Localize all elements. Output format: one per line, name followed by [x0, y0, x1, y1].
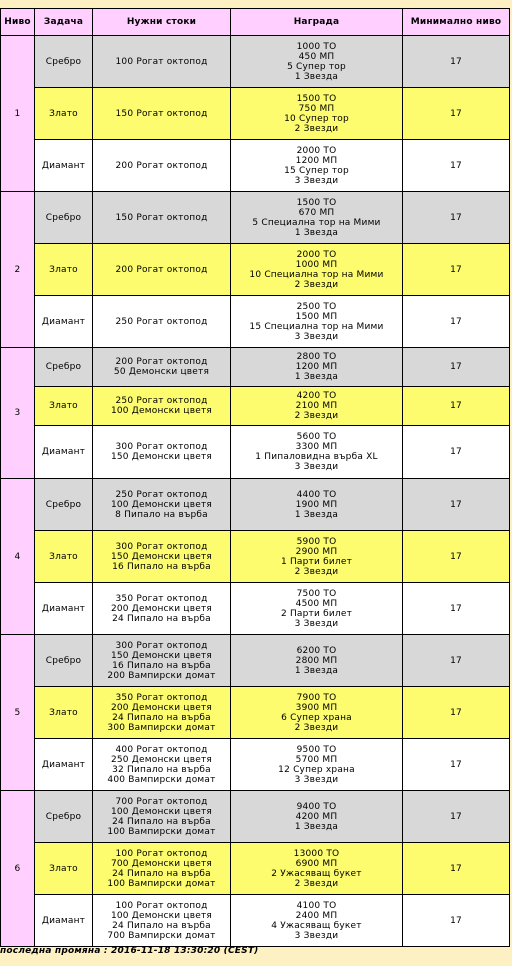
reward-line: 4500 МП [295, 598, 338, 609]
required-goods [93, 843, 230, 894]
min-level: 17 [403, 791, 509, 842]
task-tier: Диамант [35, 583, 92, 634]
reward [231, 296, 402, 347]
reward [231, 88, 402, 139]
goods-line: 200 Демонски цветя [110, 702, 213, 713]
goods-line: 700 Вампирски домат [107, 930, 216, 941]
goods-line: 300 Рогат октопод [115, 442, 208, 452]
table-row [1, 739, 509, 790]
reward-line: 9500 ТО [296, 744, 337, 755]
reward-line: 2 Звезди [294, 878, 339, 889]
goods-line: 150 Демонски цветя [110, 650, 213, 661]
reward-line: 2000 ТО [296, 145, 337, 156]
reward-line: 670 МП [298, 207, 335, 218]
goods-line: 24 Пипало на върба [112, 868, 211, 879]
min-level: 17 [403, 140, 509, 191]
goods-line: 100 Вампирски домат [107, 878, 216, 889]
reward-line: 3 Звезди [294, 774, 339, 785]
goods-line: 200 Рогат октопод [115, 160, 208, 171]
reward [231, 479, 402, 530]
task-tier: Сребро [35, 479, 92, 530]
level-number: 2 [1, 192, 34, 347]
goods-line: 24 Пипало на върба [112, 613, 211, 624]
required-goods [93, 192, 230, 243]
last-modified-note: последна промяна : 2016-11-18 13:30:20 (CEST) [0, 946, 259, 956]
table-row [1, 635, 509, 686]
reward-line: 2800 ТО [296, 352, 337, 362]
reward-line: 3 Звезди [294, 930, 339, 941]
min-level: 17 [403, 244, 509, 295]
goods-line: 200 Демонски цветя [110, 603, 213, 614]
goods-line: 16 Пипало на върба [112, 660, 211, 671]
task-tier: Сребро [35, 192, 92, 243]
min-level: 17 [403, 192, 509, 243]
reward [231, 739, 402, 790]
goods-line: 100 Вампирски домат [107, 826, 216, 837]
goods-line: 700 Рогат октопод [115, 796, 208, 807]
goods-line: 150 Демонски цветя [110, 551, 213, 562]
reward-line: 4200 МП [295, 811, 338, 822]
task-tier: Диамант [35, 426, 92, 478]
table-row [1, 192, 509, 243]
reward [231, 687, 402, 738]
reward-line: 6200 ТО [296, 645, 337, 656]
goods-line: 24 Пипало на върба [112, 816, 211, 827]
min-level: 17 [403, 739, 509, 790]
table-row [1, 387, 509, 425]
reward-line: 1200 МП [295, 362, 338, 372]
min-level: 17 [403, 348, 509, 386]
goods-line: 100 Демонски цветя [110, 910, 213, 921]
reward-line: 5 Специална тор на Мими [252, 217, 381, 228]
goods-line: 100 Демонски цветя [110, 499, 213, 510]
table-row [1, 791, 509, 842]
reward-line: 3900 МП [295, 702, 338, 713]
reward [231, 140, 402, 191]
reward-line: 15 Специална тор на Мими [249, 321, 384, 332]
reward-line: 10 Специална тор на Мими [249, 269, 384, 280]
min-level: 17 [403, 583, 509, 634]
reward-line: 1 Пипаловидна върба XL [255, 452, 378, 462]
reward-line: 10 Супер тор [284, 113, 349, 124]
required-goods [93, 140, 230, 191]
goods-line: 250 Демонски цветя [110, 754, 213, 765]
goods-line: 700 Демонски цветя [110, 858, 213, 869]
reward-line: 1000 ТО [296, 41, 337, 52]
goods-line: 150 Рогат октопод [115, 108, 208, 119]
reward-line: 1900 МП [295, 499, 338, 510]
reward-line: 3 Звезди [294, 462, 339, 472]
task-tier: Злато [35, 531, 92, 582]
quest-table [0, 8, 510, 947]
required-goods [93, 36, 230, 87]
reward-line: 750 МП [298, 103, 335, 114]
reward-line: 6900 МП [295, 858, 338, 869]
task-tier: Диамант [35, 895, 92, 946]
table-row [1, 244, 509, 295]
goods-line: 16 Пипало на върба [112, 561, 211, 572]
reward-line: 9400 ТО [296, 801, 337, 812]
task-tier: Злато [35, 88, 92, 139]
goods-line: 300 Рогат октопод [115, 541, 208, 552]
goods-line: 200 Рогат октопод [115, 264, 208, 275]
task-tier: Диамант [35, 739, 92, 790]
min-level: 17 [403, 296, 509, 347]
goods-line: 8 Пипало на върба [115, 509, 208, 520]
reward-line: 13000 ТО [293, 848, 340, 859]
reward [231, 387, 402, 425]
goods-line: 150 Демонски цветя [110, 452, 213, 462]
reward-line: 7900 ТО [296, 692, 337, 703]
table-row [1, 88, 509, 139]
reward-line: 2800 МП [295, 655, 338, 666]
required-goods [93, 583, 230, 634]
reward-line: 6 Супер храна [281, 712, 352, 723]
required-goods [93, 244, 230, 295]
reward-line: 450 МП [298, 51, 335, 62]
required-goods [93, 895, 230, 946]
table-row [1, 479, 509, 530]
level-number: 3 [1, 348, 34, 478]
reward-line: 5600 ТО [296, 432, 337, 442]
reward-line: 1 Звезда [294, 821, 339, 832]
goods-line: 400 Рогат октопод [115, 744, 208, 755]
goods-line: 100 Демонски цветя [110, 406, 213, 416]
goods-line: 250 Рогат октопод [115, 489, 208, 500]
level-number: 4 [1, 479, 34, 634]
reward-line: 2 Звезди [294, 279, 339, 290]
header-reward: Награда [231, 9, 402, 35]
table-row [1, 296, 509, 347]
reward [231, 791, 402, 842]
reward-line: 2 Звезди [294, 411, 339, 421]
task-tier: Злато [35, 843, 92, 894]
goods-line: 300 Рогат октопод [115, 640, 208, 651]
reward-line: 4 Ужасяващ букет [271, 920, 362, 931]
goods-line: 32 Пипало на върба [112, 764, 211, 775]
required-goods [93, 531, 230, 582]
required-goods [93, 426, 230, 478]
required-goods [93, 687, 230, 738]
goods-line: 24 Пипало на върба [112, 920, 211, 931]
table-row [1, 426, 509, 478]
reward-line: 2900 МП [295, 546, 338, 557]
table-row [1, 531, 509, 582]
reward [231, 583, 402, 634]
goods-line: 50 Демонски цветя [113, 367, 210, 377]
min-level: 17 [403, 895, 509, 946]
header-task: Задача [35, 9, 92, 35]
min-level: 17 [403, 843, 509, 894]
reward-line: 2 Ужасяващ букет [271, 868, 362, 879]
reward-line: 3 Звезди [294, 618, 339, 629]
reward-line: 4200 ТО [296, 391, 337, 401]
header-min-level: Минимално ниво [403, 9, 509, 35]
reward-line: 1000 МП [295, 259, 338, 270]
min-level: 17 [403, 387, 509, 425]
reward-line: 1200 МП [295, 155, 338, 166]
goods-line: 100 Рогат октопод [115, 56, 208, 67]
reward-line: 12 Супер храна [278, 764, 355, 775]
goods-line: 100 Рогат октопод [115, 848, 208, 859]
task-tier: Злато [35, 687, 92, 738]
required-goods [93, 739, 230, 790]
required-goods [93, 88, 230, 139]
reward-line: 1500 ТО [296, 93, 337, 104]
level-number: 5 [1, 635, 34, 790]
reward [231, 843, 402, 894]
min-level: 17 [403, 36, 509, 87]
reward-line: 1 Звезда [294, 665, 339, 676]
reward [231, 36, 402, 87]
goods-line: 100 Рогат октопод [115, 900, 208, 911]
header-goods: Нужни стоки [93, 9, 230, 35]
reward-line: 3 Звезди [294, 331, 339, 342]
goods-line: 250 Рогат октопод [115, 396, 208, 406]
reward-line: 5900 ТО [296, 536, 337, 547]
level-number: 6 [1, 791, 34, 946]
task-tier: Сребро [35, 791, 92, 842]
reward-line: 1500 ТО [296, 197, 337, 208]
task-tier: Диамант [35, 296, 92, 347]
task-tier: Сребро [35, 36, 92, 87]
required-goods [93, 348, 230, 386]
required-goods [93, 635, 230, 686]
min-level: 17 [403, 479, 509, 530]
reward-line: 4100 ТО [296, 900, 337, 911]
reward-line: 15 Супер тор [284, 165, 349, 176]
table-row [1, 36, 509, 87]
reward-line: 5 Супер тор [287, 61, 346, 72]
table-row [1, 843, 509, 894]
table-row [1, 895, 509, 946]
required-goods [93, 791, 230, 842]
min-level: 17 [403, 531, 509, 582]
reward [231, 244, 402, 295]
goods-line: 150 Рогат октопод [115, 212, 208, 223]
goods-line: 24 Пипало на върба [112, 712, 211, 723]
reward-line: 1 Звезда [294, 71, 339, 82]
min-level: 17 [403, 687, 509, 738]
task-tier: Сребро [35, 635, 92, 686]
reward-line: 2400 МП [295, 910, 338, 921]
reward-line: 5700 МП [295, 754, 338, 765]
min-level: 17 [403, 88, 509, 139]
goods-line: 400 Вампирски домат [107, 774, 216, 785]
reward [231, 895, 402, 946]
header-level: Ниво [1, 9, 34, 35]
goods-line: 200 Вампирски домат [107, 670, 216, 681]
reward-line: 2100 МП [295, 401, 338, 411]
goods-line: 300 Вампирски домат [107, 722, 216, 733]
reward-line: 2 Звезди [294, 566, 339, 577]
header-row [1, 9, 509, 35]
table-row [1, 583, 509, 634]
reward-line: 2 Звезди [294, 123, 339, 134]
reward-line: 7500 ТО [296, 588, 337, 599]
goods-line: 250 Рогат октопод [115, 316, 208, 327]
goods-line: 100 Демонски цветя [110, 806, 213, 817]
reward [231, 531, 402, 582]
reward [231, 348, 402, 386]
goods-line: 200 Рогат октопод [115, 357, 208, 367]
task-tier: Сребро [35, 348, 92, 386]
task-tier: Злато [35, 244, 92, 295]
reward [231, 426, 402, 478]
reward-line: 4400 ТО [296, 489, 337, 500]
table-row [1, 140, 509, 191]
table-row [1, 348, 509, 386]
required-goods [93, 479, 230, 530]
level-number: 1 [1, 36, 34, 191]
task-tier: Злато [35, 387, 92, 425]
min-level: 17 [403, 635, 509, 686]
reward-line: 3300 МП [295, 442, 338, 452]
required-goods [93, 387, 230, 425]
reward-line: 2000 ТО [296, 249, 337, 260]
reward-line: 2 Парти билет [280, 608, 353, 619]
reward [231, 635, 402, 686]
reward-line: 1 Парти билет [280, 556, 353, 567]
goods-line: 350 Рогат октопод [115, 692, 208, 703]
reward-line: 1 Звезда [294, 227, 339, 238]
reward-line: 3 Звезди [294, 175, 339, 186]
reward [231, 192, 402, 243]
task-tier: Диамант [35, 140, 92, 191]
reward-line: 2500 ТО [296, 301, 337, 312]
goods-line: 350 Рогат октопод [115, 593, 208, 604]
required-goods [93, 296, 230, 347]
reward-line: 1 Звезда [294, 372, 339, 382]
reward-line: 1500 МП [295, 311, 338, 322]
reward-line: 1 Звезда [294, 509, 339, 520]
table-row [1, 687, 509, 738]
reward-line: 2 Звезди [294, 722, 339, 733]
min-level: 17 [403, 426, 509, 478]
